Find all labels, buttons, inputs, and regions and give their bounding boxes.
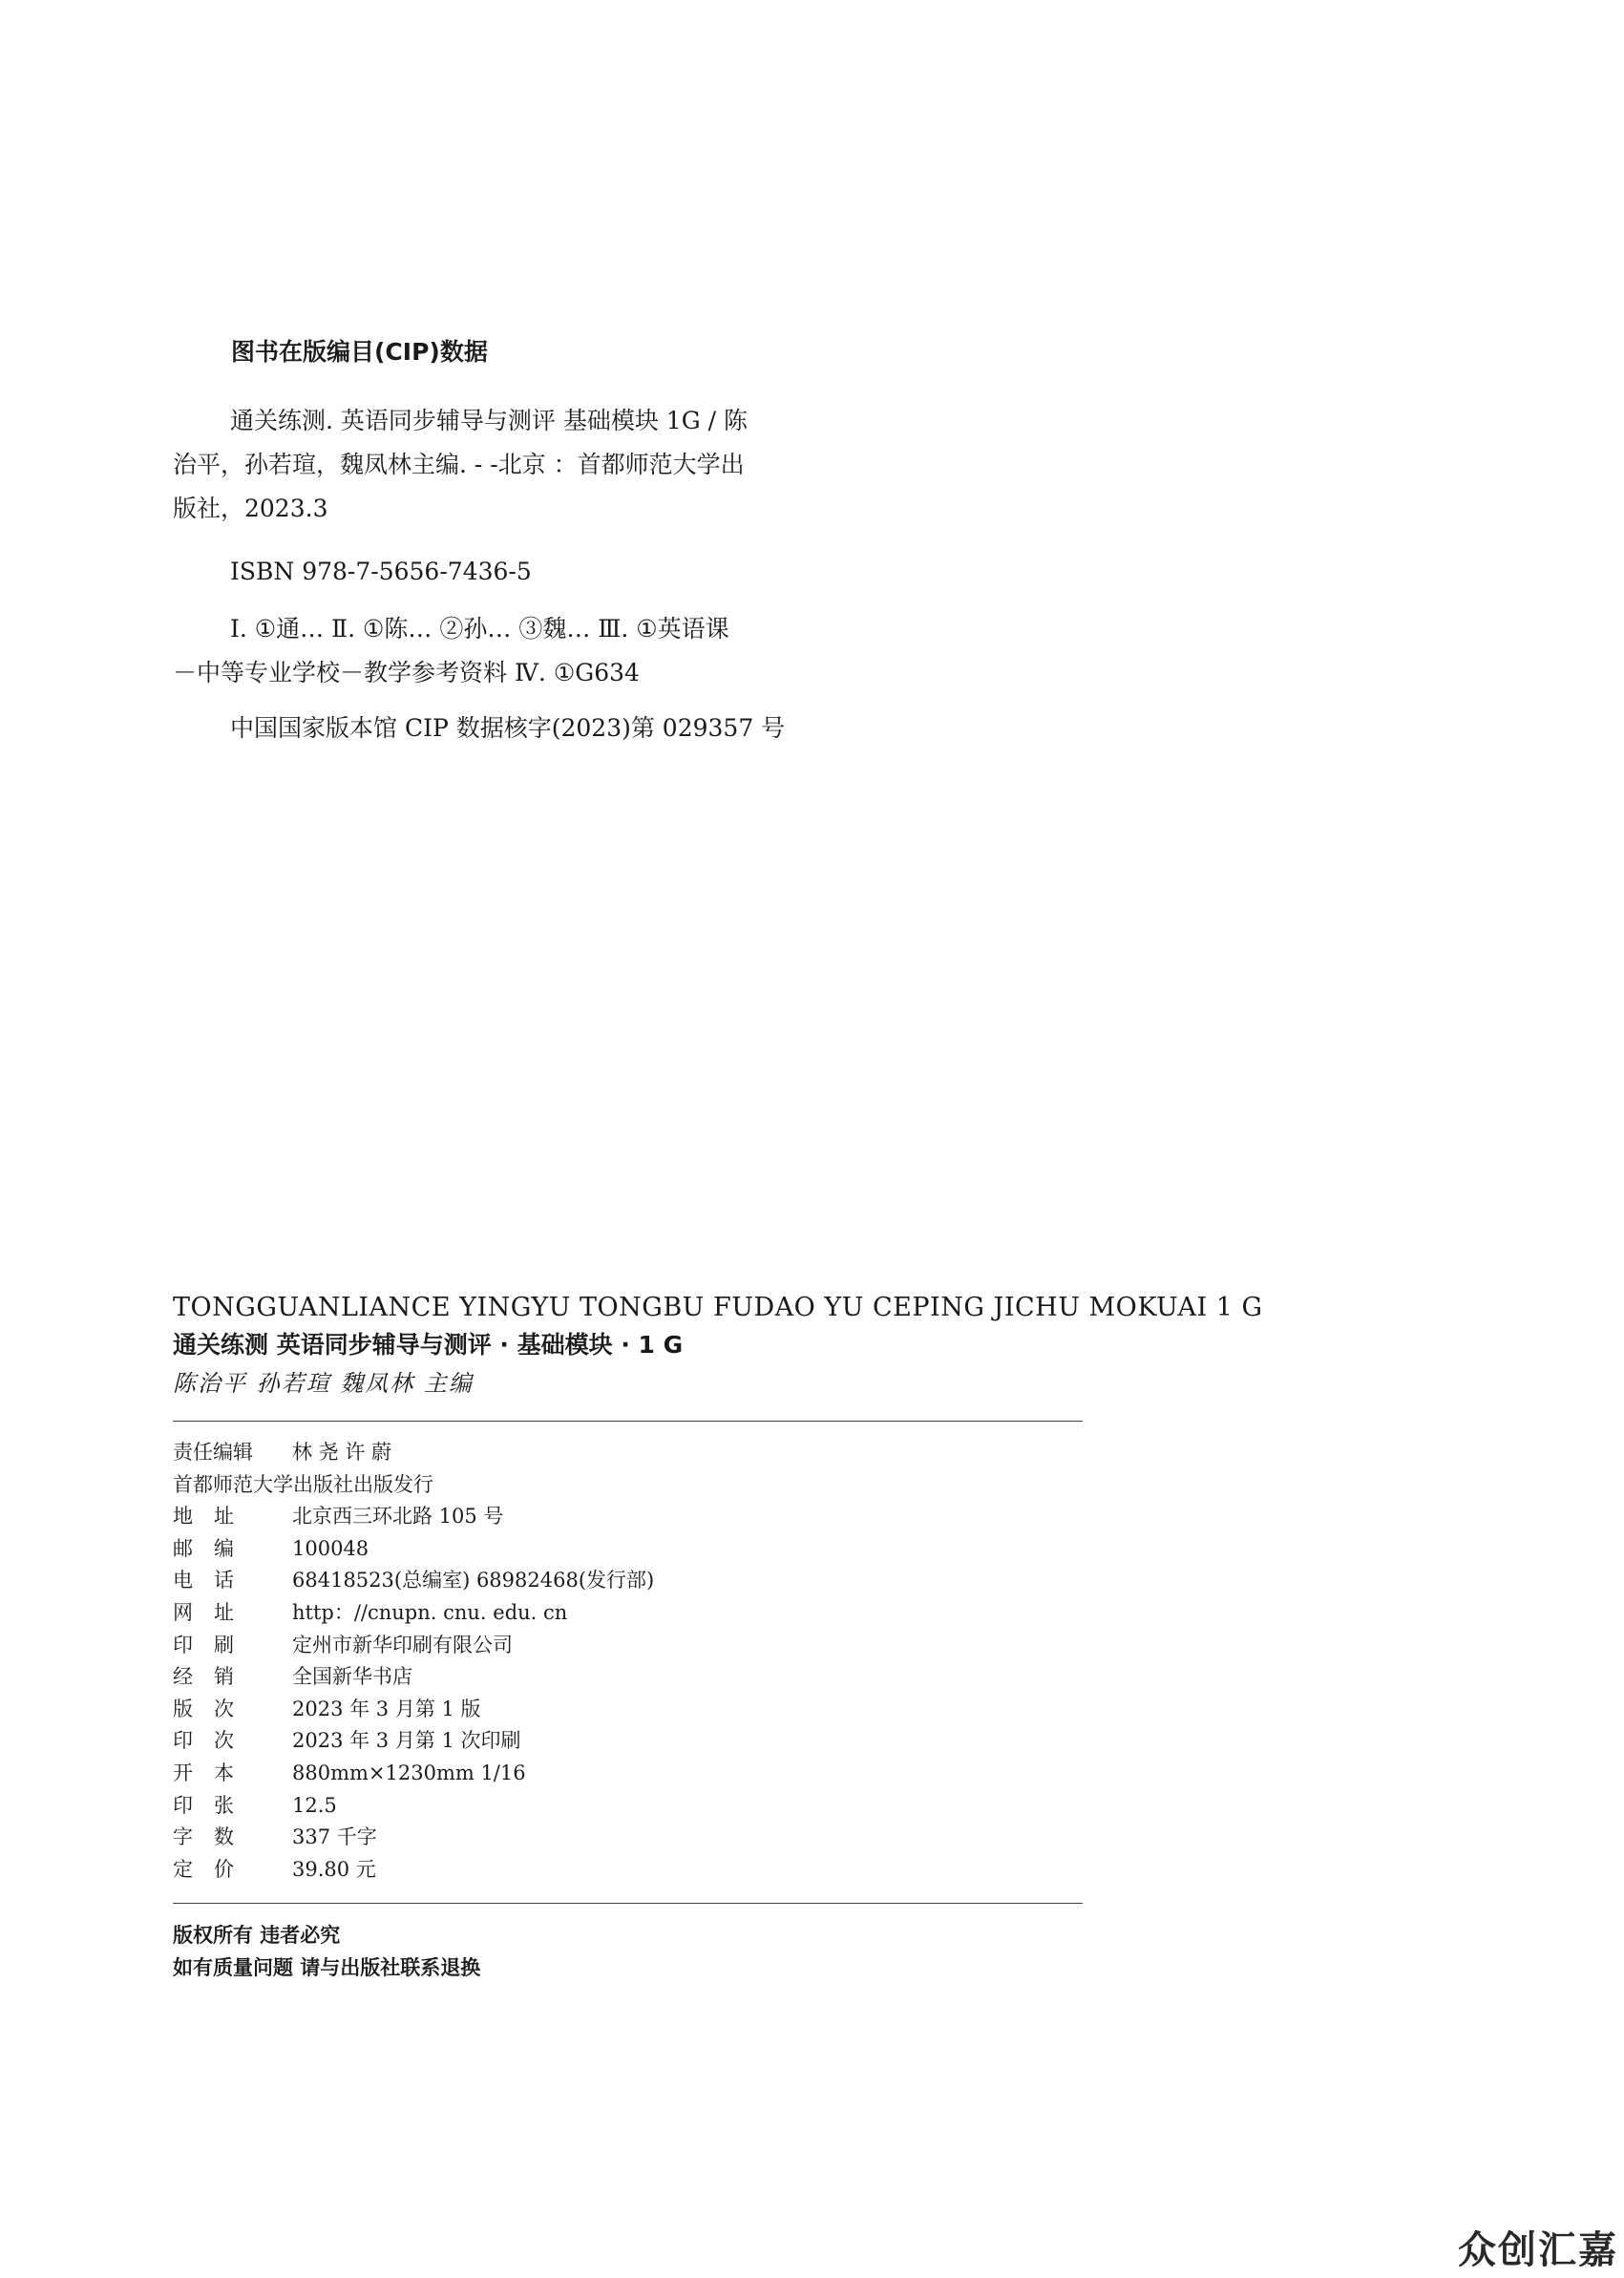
cip-class-line-2: －中等专业学校－教学参考资料 Ⅳ. ①G634 [173,659,640,686]
editors-line: 陈治平 孙若瑄 魏凤林 主编 [173,1370,474,1397]
publisher-line: 首都师范大学出版社出版发行 [173,1472,433,1496]
detail-label [173,1661,234,1694]
detail-value: 北京西三环北路 105 号 [292,1505,504,1529]
cip-record-number [173,707,898,750]
label-char: 址 [214,1505,234,1529]
detail-value: 880mm×1230mm 1/16 [292,1761,526,1784]
detail-label [173,1790,234,1823]
label-char: 次 [214,1729,234,1753]
cip-title-line-2: 治平，孙若瑄，魏凤林主编. - -北京 ：首都师范大学出 [173,451,745,478]
detail-value: 337 千字 [292,1825,377,1849]
detail-row [173,1725,1083,1758]
label-char: 价 [214,1857,234,1881]
detail-value: 林 尧 许 蔚 [292,1441,392,1464]
label-char: 话 [214,1569,234,1592]
label-char: 印 [173,1633,193,1656]
cip-heading: 图书在版编目(CIP)数据 [231,338,488,366]
detail-label [173,1501,234,1533]
notice-line-1: 版权所有 违者必究 [173,1924,341,1947]
cip-title-line-3: 版社，2023.3 [173,495,328,522]
label-char: 电 [173,1569,193,1592]
detail-value: 全国新华书店 [292,1665,412,1689]
detail-row [173,1661,1083,1694]
detail-value: 100048 [292,1536,369,1560]
cip-classification [173,607,898,695]
detail-row [173,1790,1083,1823]
cip-record-text: 中国国家版本馆 CIP 数据核字(2023)第 029357 号 [230,714,786,742]
detail-value: 2023 年 3 月第 1 版 [292,1697,481,1720]
label-char: 开 [173,1761,193,1784]
detail-label [173,1533,234,1566]
label-char: 编 [214,1536,234,1560]
label-char: 址 [214,1600,234,1624]
label-char: 次 [214,1697,234,1720]
detail-row [173,1597,1083,1630]
label-char: 张 [214,1793,234,1817]
detail-value: 2023 年 3 月第 1 次印刷 [292,1729,521,1753]
detail-value: 定州市新华印刷有限公司 [292,1633,513,1656]
detail-label: 责任编辑 [173,1441,253,1464]
detail-label [173,1758,234,1790]
detail-label [173,1630,234,1662]
detail-value: 39.80 元 [292,1857,376,1881]
chinese-title: 通关练测 英语同步辅导与测评 · 基础模块 · 1 G [173,1331,684,1359]
top-divider [173,1421,1083,1422]
label-char: 印 [173,1793,193,1817]
detail-row [173,1694,1083,1726]
detail-row [173,1565,1083,1597]
label-char: 版 [173,1697,193,1720]
detail-label [173,1725,234,1758]
detail-row [173,1437,1083,1469]
detail-label [173,1565,234,1597]
label-char: 经 [173,1665,193,1689]
detail-row [173,1533,1083,1566]
detail-row [173,1630,1083,1662]
detail-value: 12.5 [292,1793,337,1817]
isbn-text: ISBN 978-7-5656-7436-5 [230,558,532,585]
copyright-notice [173,1919,480,1984]
detail-value: 68418523(总编室) 68982468(发行部) [292,1569,655,1592]
detail-row [173,1501,1083,1533]
detail-label [173,1822,234,1854]
detail-row [173,1469,1083,1502]
detail-row [173,1758,1083,1790]
detail-label [173,1597,234,1630]
label-char: 邮 [173,1536,193,1560]
cip-title-paragraph [173,399,898,531]
bottom-divider [173,1903,1083,1904]
cip-isbn [173,550,898,594]
label-char: 本 [214,1761,234,1784]
label-char: 销 [214,1665,234,1689]
label-char: 印 [173,1729,193,1753]
label-char: 地 [173,1505,193,1529]
cip-class-line-1: Ⅰ. ①通… Ⅱ. ①陈… ②孙… ③魏… Ⅲ. ①英语课 [230,615,729,643]
label-char: 数 [214,1825,234,1849]
cip-title-line-1: 通关练测. 英语同步辅导与测评 基础模块 1G / 陈 [230,407,748,434]
pinyin-title: TONGGUANLIANCE YINGYU TONGBU FUDAO YU CEPING JICHU MOKUAI 1 G [173,1293,1263,1322]
label-char: 字 [173,1825,193,1849]
detail-label [173,1854,234,1887]
label-char: 定 [173,1857,193,1881]
detail-row [173,1854,1083,1887]
label-char: 网 [173,1600,193,1624]
label-char: 刷 [214,1633,234,1656]
detail-label [173,1694,234,1726]
watermark-logo: 众创汇嘉 [1458,2228,1618,2272]
notice-line-2: 如有质量问题 请与出版社联系退换 [173,1956,481,1979]
detail-value: http：//cnupn. cnu. edu. cn [292,1600,568,1624]
publication-details [173,1437,1083,1886]
detail-row [173,1822,1083,1854]
